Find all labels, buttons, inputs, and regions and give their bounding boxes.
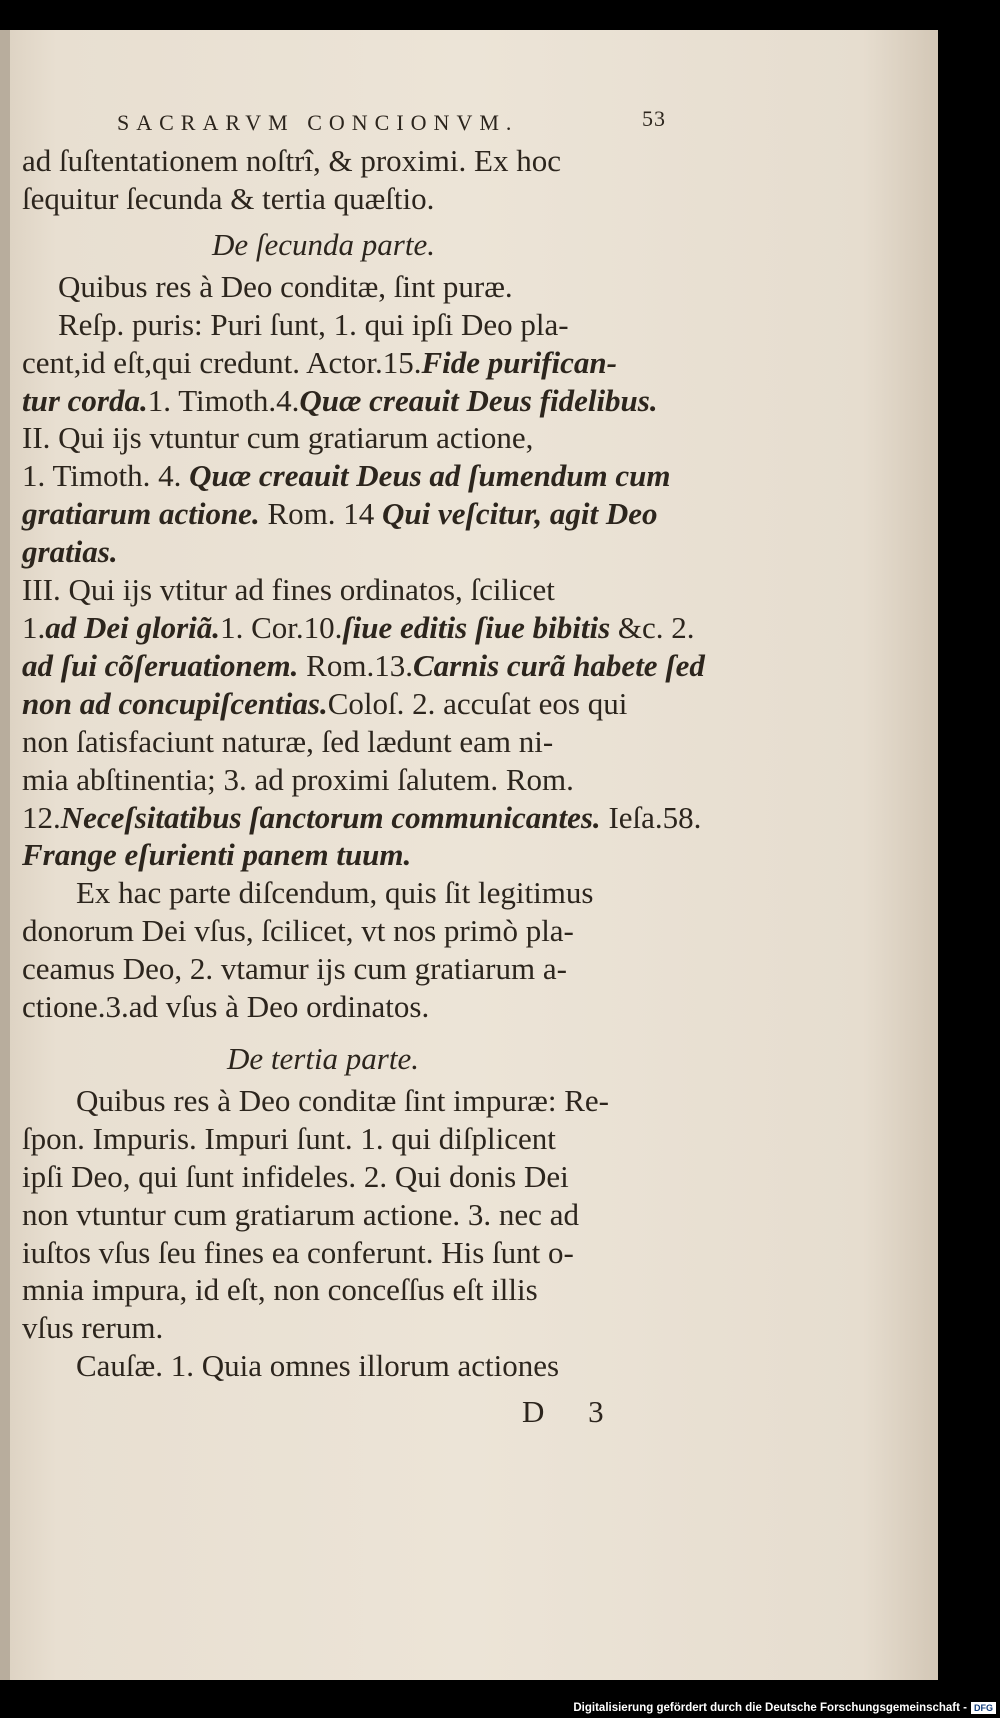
text-line: iuſtos vſus ſeu fines ea conferunt. His ſunt o-	[22, 1234, 574, 1270]
text-line: Frange eſurienti panem tuum.	[22, 837, 412, 873]
running-title: SACRARVM CONCIONVM.	[117, 110, 519, 135]
page-number: 53	[642, 106, 666, 131]
text-line: non vtuntur cum gratiarum actione. 3. nec ad	[22, 1196, 579, 1232]
text-line: donorum Dei vſus, ſcilicet, vt nos primò pla-	[22, 913, 574, 949]
signature-mark: D 3	[522, 1394, 622, 1430]
section-heading: De tertia parte.	[227, 1040, 419, 1076]
section-heading: De ſecunda parte.	[212, 226, 435, 262]
text-line: mnia impura, id eſt, non conceſſus eſt illis	[22, 1272, 538, 1308]
page-text	[22, 90, 712, 1431]
dfg-logo: DFG	[971, 1702, 996, 1714]
text-line: Reſp. puris: Puri ſunt, 1. qui ipſi Deo pla-	[58, 306, 569, 342]
text-line: ctione.3.ad vſus à Deo ordinatos.	[22, 989, 430, 1025]
page-header	[22, 90, 712, 142]
text-line: ad ſuſtentationem noſtrî, & proximi. Ex hoc	[22, 143, 561, 178]
text-line: non ad concupiſcentias.Coloſ. 2. accuſat eos qui	[22, 685, 628, 721]
text-line: ſequitur ſecunda & tertia quæſtio.	[22, 180, 435, 216]
text-line: Ex hac parte diſcendum, quis ſit legitimus	[76, 875, 594, 911]
text-line: Quibus res à Deo conditæ, ſint puræ.	[58, 268, 513, 304]
text-line: vſus rerum.	[22, 1310, 164, 1346]
text-line: ad ſui cõſeruationem. Rom.13.Carnis curã habete ſed	[22, 647, 705, 683]
text-line: 12.Neceſsitatibus ſanctorum communicantes. Ieſa.58.	[22, 799, 702, 835]
text-line: II. Qui ijs vtuntur cum gratiarum actione,	[22, 420, 534, 456]
credit-text: Digitalisierung gefördert durch die Deutsche Forschungsgemeinschaft -	[573, 1702, 967, 1714]
text-line: gratias.	[22, 534, 118, 570]
text-line: gratiarum actione. Rom. 14 Qui veſcitur, agit Deo	[22, 496, 658, 532]
text-line: Cauſæ. 1. Quia omnes illorum actiones	[76, 1348, 560, 1384]
text-line: Quibus res à Deo conditæ ſint impuræ: Re-	[76, 1082, 609, 1118]
book-page	[0, 30, 938, 1680]
text-line: 1. Timoth. 4. Quæ creauit Deus ad ſumendum cum	[22, 458, 671, 494]
text-line: III. Qui ijs vtitur ad fines ordinatos, ſcilicet	[22, 572, 555, 608]
text-line: mia abſtinentia; 3. ad proximi ſalutem. Rom.	[22, 761, 574, 797]
text-line: ipſi Deo, qui ſunt infideles. 2. Qui donis Dei	[22, 1158, 569, 1194]
text-line: 1.ad Dei gloriã.1. Cor.10.ſiue editis ſiue bibitis &c. 2.	[22, 609, 695, 645]
text-line: ceamus Deo, 2. vtamur ijs cum gratiarum a-	[22, 951, 567, 987]
text-line: cent,id eſt,qui credunt. Actor.15.Fide purifican-	[22, 344, 617, 380]
text-line: ſpon. Impuris. Impuri ſunt. 1. qui diſplicent	[22, 1120, 556, 1156]
text-line: non ſatisfaciunt naturæ, ſed lædunt eam ni-	[22, 723, 554, 759]
digitization-credit	[573, 1702, 996, 1714]
text-line: tur corda.1. Timoth.4.Quæ creauit Deus fidelibus.	[22, 382, 658, 418]
